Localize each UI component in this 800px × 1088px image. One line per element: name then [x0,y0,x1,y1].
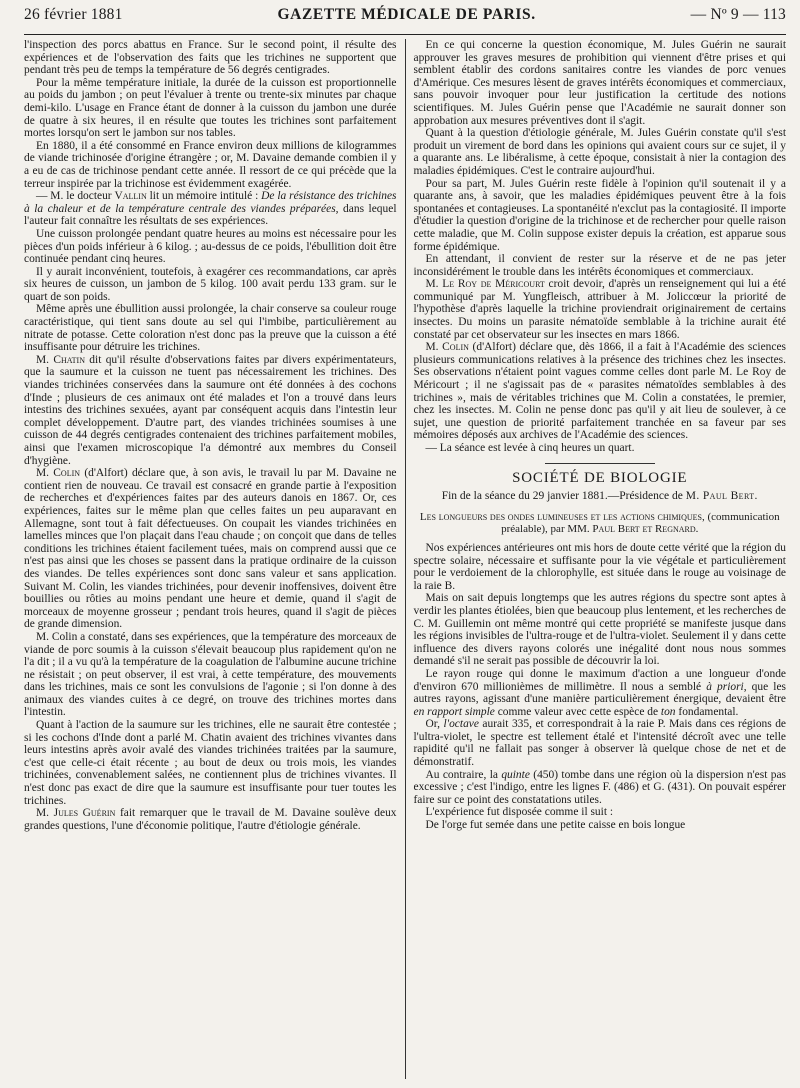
text-run: Fin de la séance du 29 janvier 1881.—Présidence de [441,490,686,503]
emphasis: en rapport simple [413,705,495,718]
speaker-name: Vallin [114,190,147,203]
paragraph: Même après une ébullition aussi prolongée, la chair conserve sa couleur rouge caractéristique, qui tient sans doute au sel qui l'imbibe, particulièrement au nitrate de potasse. Cette coloration n'est donc pas la preuve que la cuisson a été insuffisante pour détruire les trichines. [24,303,397,354]
speaker-name: M. Jules Guérin [36,807,116,820]
header-title: GAZETTE MÉDICALE DE PARIS. [277,6,536,23]
paragraph: — La séance est levée à cinq heures un quart. [425,442,635,454]
emphasis: l'octave [443,718,479,731]
paragraph [414,718,787,768]
text-run: (450) tombe dans une région où la dispersion n'est pas excessive ; c'est l'indigo, entre les lignes F. (486) et G. (431). On pouvait espérer faire sur ce point des constatations utiles. [413,768,786,806]
paragraph: Nos expériences antérieures ont mis hors de doute cette vérité que la région du spectre solaire, nécessaire et suffisante pour la vie végétale et particulièrement pour le verdoiement de la chlorophylle, est située dans le rouge au voisinage de la raie B. [413,541,786,592]
paragraph [24,354,397,467]
text-run: — M. le docteur [36,190,115,203]
text-run: , que les autres rayons, agissant d'une manière particulièrement énergique, devaient être [413,680,786,706]
speaker-name: M. Chatin [36,353,85,366]
paragraph [24,190,397,228]
section-title: SOCIÉTÉ DE BIOLOGIE [512,469,688,486]
memoir-title: De la résistance des trichines à la chaleur et de la température centrale des viandes préparées, [24,190,397,215]
page-header [24,6,786,32]
paragraph: M. Colin a constaté, dans ses expériences, que la température des morceaux de viande de porc soumis à la cuisson s'élevait beaucoup plus rapidement qu'on ne l'a dit ; il a vu qu'à la température de la coagulation de l'albumine aucune trichine ne résistait ; on peut observer, il est vrai, à cette température, des mouvements dans les trichines, mais ce sont les convulsions de l'agonie ; si l'on donne à des animaux des viandes cuites à ce degré, on trouve des trichines mortes dans l'intestin. [24,630,397,719]
paragraph: En ce qui concerne la question économique, M. Jules Guérin ne saurait approuver les graves mesures de prohibition qui viennent d'être prises et qui semblent établir des cordons sanitaires contre les viandes de porc venues d'Amérique. Ces mesures lèsent de graves intérêts économiques et commerciaux, sans pouvoir invoquer pour leur justification la certitude des notions scientifiques. M. Jules Guérin pense que l'Académie ne saurait donner son approbation aux mesures préventives dont il s'agit. [413,39,786,127]
paragraph: l'inspection des porcs abattus en France. Sur le second point, il résulte des expériences et de l'observation des faits que les trichines ne supportent que pendant très peu de temps la température de 56 degrés centigrades. [24,39,397,77]
text-run: croit devoir, d'après un renseignement qui lui a été communiqué par M. Yungfleisch, attribuer à M. Joliccœur la priorité de l'hypothèse d'après laquelle la trichine proviendrait originairement de certains insectes. Du moins un parasite nématoïde semblable à la trichine aurait été constaté par cet observateur sur les insectes en mars 1866. [413,278,786,341]
speaker-name: M. Colin [425,341,469,354]
text-run: fondamental. [675,705,739,718]
emphasis: à priori [706,680,744,693]
text-run: (communication préalable), par MM. [501,510,780,536]
text-run: (d'Alfort) déclare que, dès 1866, il a fait à l'Académie des sciences plusieurs communications relatives à la présence des trichines chez les insectes. Ses observations n'étaient point vagues comme celles dont parle M. Le Roy de Méricourt ; il ne s'agissait pas de « parasites nématoïdes semblables à des trichines », mais de véritables trichines que M. Colin a constatées, le premier, chez les insectes. M. Colin ne pense donc pas qu'il y ait lieu de soulever, à ce sujet, une question de priorité parfaitement tranchée en sa faveur par ses mémoires déposés aux archives de l'Académie des sciences. [413,341,786,442]
paragraph: En attendant, il convient de rester sur la réserve et de ne pas jeter inconsidérément le trouble dans les intérêts économiques et commerciaux. [413,253,786,278]
paragraph [24,807,397,832]
president-name: M. Paul Bert. [685,490,758,503]
columns [24,39,786,1079]
paragraph: Quant à la question d'étiologie générale, M. Jules Guérin constate qu'il s'est produit un virement de bord dans les opinions qui avaient cours sur ce sujet, il y a quarante ans. Le libéralisme, à cette époque, consistait à nier la contagion des maladies épidémiques. C'est le contraire aujourd'hui. [413,127,786,177]
paragraph: Une cuisson prolongée pendant quatre heures au moins est nécessaire pour les pièces d'un poids inférieur à 6 kilog. ; au-dessus de ce poids, l'ébullition doit être continuée pendant cinq heures. [24,227,397,266]
right-column [406,39,787,1079]
paragraph: De l'orge fut semée dans une petite caisse en bois longue [425,819,686,832]
speaker-name: M. Le Roy de Méricourt [425,278,545,291]
text-run: Au contraire, la [425,768,502,781]
section-rule [545,463,655,464]
text-run: dit qu'il résulte d'observations faites par divers expérimentateurs, que la saumure et la cuisson ne tuent pas nécessairement les trichines. Des viandes trichinées conservées dans la saumure ont été données à des cochons d'Inde ; plusieurs de ces animaux ont été malades et l'on a trouvé dans leurs intestins des trichines sexuées, ayant par conséquent acquis dans l'intestin leur complet développement. D'autre part, des viandes trichinées soumises à une cuisson de 44 degrés centigrades contenaient des trichines parfaitement mobiles, ainsi que l'examen microscopique l'a démontré aux membres du Conseil d'hygiène. [24,353,397,467]
paragraph: Pour la même température initiale, la durée de la cuisson est proportionnelle au poids du jambon ; on peut l'évaluer à trente ou trente-six minutes par chaque demi-kilo. L'usage en France étant de donner à la cuisson du jambon une durée de quatre à six heures, il en résulte que toutes les trichines sont parfaitement mortes lorsqu'on sert le jambon sur nos tables. [24,76,397,140]
text-run: Le rayon rouge qui donne le maximum d'action a une longueur d'onde d'environ 670 millionièmes de millimètre. Il nous a semblé [413,667,786,693]
text-run: aurait 335, et correspondrait à la raie P. Mais dans ces régions de l'ultra-violet, le spectre est tellement étalé et l'intensité décroît avec une telle rapidité qu'il ne fallait pas songer à observer là quelque chose de net et de démonstratif. [413,718,786,769]
emphasis: ton [660,705,676,718]
paragraph: L'expérience fut disposée comme il suit : [425,806,614,819]
paragraph [414,668,787,718]
emphasis: quinte [501,768,530,781]
text-run: Les longueurs des ondes lumineuses et les actions chimiques, [419,510,705,523]
text-run: dans lequel l'auteur fait connaître les résultats de ses expériences. [24,202,397,228]
paragraph [414,341,787,442]
text-run: lit un mémoire intitulé : [146,190,262,203]
paragraph [24,467,397,631]
article-title [414,511,787,536]
paragraph [414,278,787,341]
header-number: — Nº 9 — 113 [690,6,786,23]
speaker-name: M. Colin [36,467,81,480]
text-run: fait remarquer que le travail de M. Davaine soulève deux grandes questions, l'une d'économie politique, l'autre d'étiologie générale. [24,807,397,832]
paragraph: En 1880, il a été consommé en France environ deux millions de kilogrammes de viande trichinosée d'origine étrangère ; or, M. Davaine demande combien il y a eu de cas de trichinose pendant cette année. Il ressort de ce qui précède que la terreur inspirée par la trichinose est évidemment exagérée. [24,139,397,190]
paragraph: Mais on sait depuis longtemps que les autres régions du spectre sont aptes à verdir les plantes étiolées, bien que beaucoup plus lentement, et les recherches de C. M. Guillemin ont même montré qui cette propriété se manifeste jusque dans les régions invisibles de l'ultra-rouge et de l'ultra-violet. Seulement il y dans cette influence des divers rayons colorés une inégalité dont nous nous sommes demandé s'il ne serait pas possible de découvrir la loi. [413,592,786,668]
header-date: 26 février 1881 [24,6,123,23]
text-run: comme valeur avec cette espèce de [494,705,661,718]
session-line [414,490,787,503]
paragraph: Il y aurait inconvénient, toutefois, à exagérer ces recommandations, car après six heures de cuisson, un jambon de 5 kilog. 100 avait perdu 133 gram. sur le quart de son poids. [24,265,397,303]
text-run: (d'Alfort) déclare que, à son avis, le travail lu par M. Davaine ne contient rien de nouveau. Ce travail est consacré en grande partie à l'exposition de recherches et d'expériences faites par des auteurs danois en 1867. Or, ces expériences, faites sur le même plan que celles faites un peu auparavant en Allemagne, sont tout à fait défectueuses. On coupait les viandes trichinées en lamelles minces que l'on plaçait dans l'eau chaude ; on conçoit que dans de telles conditions les trichines étaient facilement tuées, mais on comprend aussi que ce n'est pas ainsi que les choses se passent dans la pratique ordinaire de la cuisson des viandes. De telles expériences sont donc sans valeur et sans application. Suivant M. Colin, les viandes trichinées, pour devenir inoffensives, doivent être bouillies ou rôties au moins pendant une heure et demie, quand il s'agit de morceaux de moyenne grosseur ; pendant trois heures, quand il s'agit de pièces de grande dimension. [24,467,397,631]
header-rule [24,34,786,35]
article-authors: Paul Bert et Regnard. [592,523,699,536]
paragraph: Quant à l'action de la saumure sur les trichines, elle ne saurait être contestée ; si les cochons d'Inde dont a parlé M. Chatin avaient des trichines vivantes dans leurs intestins après avoir avalé des viandes trichinées traitées par la saumure, c'est que celle-ci était récente ; au bout de deux ou trois mois, les viandes trichinées, convenablement salées, ne contiennent plus de trichines vivantes. Il n'est donc pas exact de dire que la saumure est insuffisante pour tuer toutes les trichines. [24,719,397,807]
text-run: Or, [425,718,444,731]
paragraph: Pour sa part, M. Jules Guérin reste fidèle à l'opinion qu'il soutenait il y a quarante ans, à savoir, que les maladies épidémiques peuvent être à la fois spontanées et contagieuses. La spontanéité n'exclut pas la contagiosité. Il importe d'étudier la question d'origine de la trichinose et de rechercher pour quelle raison cette maladie, que M. Colin suppose exister depuis la création, est apparue sous forme épidémique. [413,177,786,253]
paragraph [414,769,787,807]
left-column [24,39,405,1079]
